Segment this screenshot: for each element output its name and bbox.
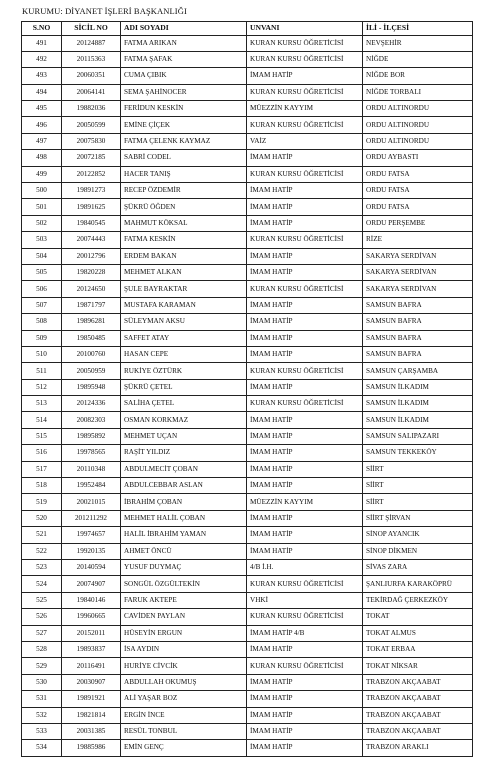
row-sicil-no: 20012796 bbox=[62, 248, 121, 264]
table-row bbox=[22, 248, 473, 264]
row-ili-ilcesi: ORDU FATSA bbox=[363, 183, 473, 199]
table-row bbox=[22, 232, 473, 248]
row-sicil-no: 20021015 bbox=[62, 494, 121, 510]
row-sicil-no: 20152011 bbox=[62, 625, 121, 641]
row-ili-ilcesi: TRABZON AKÇAABAT bbox=[363, 691, 473, 707]
row-sno: 497 bbox=[22, 133, 62, 149]
row-unvani: İMAM HATİP bbox=[247, 248, 363, 264]
row-sno: 515 bbox=[22, 428, 62, 444]
table-row bbox=[22, 396, 473, 412]
row-adi-soyadi: FARUK AKTEPE bbox=[121, 592, 247, 608]
row-sno: 531 bbox=[22, 691, 62, 707]
row-unvani: VHKİ bbox=[247, 592, 363, 608]
row-sicil-no: 19871797 bbox=[62, 297, 121, 313]
column-header-ili-ilcesi: İLİ - İLÇESİ bbox=[363, 22, 473, 36]
row-unvani: İMAM HATİP bbox=[247, 346, 363, 362]
row-unvani: KURAN KURSU ÖĞRETİCİSİ bbox=[247, 35, 363, 51]
row-sno: 524 bbox=[22, 576, 62, 592]
row-sno: 532 bbox=[22, 707, 62, 723]
table-row bbox=[22, 658, 473, 674]
row-adi-soyadi: ŞULE BAYRAKTAR bbox=[121, 281, 247, 297]
row-sicil-no: 19850485 bbox=[62, 330, 121, 346]
row-ili-ilcesi: SİVAS ZARA bbox=[363, 560, 473, 576]
table-row bbox=[22, 264, 473, 280]
row-adi-soyadi: ŞÜKRÜ ÇETEL bbox=[121, 379, 247, 395]
table-row bbox=[22, 150, 473, 166]
row-sno: 508 bbox=[22, 314, 62, 330]
row-adi-soyadi: AHMET ÖNCÜ bbox=[121, 543, 247, 559]
row-sicil-no: 20140594 bbox=[62, 560, 121, 576]
row-unvani: İMAM HATİP bbox=[247, 68, 363, 84]
row-ili-ilcesi: ORDU ALTINORDU bbox=[363, 117, 473, 133]
table-row bbox=[22, 281, 473, 297]
table-row bbox=[22, 641, 473, 657]
row-ili-ilcesi: TOKAT bbox=[363, 609, 473, 625]
column-header-unvani: UNVANI bbox=[247, 22, 363, 36]
table-row bbox=[22, 314, 473, 330]
row-sicil-no: 20124336 bbox=[62, 396, 121, 412]
table-row bbox=[22, 35, 473, 51]
row-sicil-no: 20115363 bbox=[62, 51, 121, 67]
row-unvani: KURAN KURSU ÖĞRETİCİSİ bbox=[247, 609, 363, 625]
row-sicil-no: 19893837 bbox=[62, 641, 121, 657]
row-sno: 494 bbox=[22, 84, 62, 100]
table-row bbox=[22, 723, 473, 739]
row-adi-soyadi: CUMA ÇIBIK bbox=[121, 68, 247, 84]
table-row bbox=[22, 101, 473, 117]
table-row bbox=[22, 346, 473, 362]
row-adi-soyadi: RUKİYE ÖZTÜRK bbox=[121, 363, 247, 379]
table-row bbox=[22, 674, 473, 690]
row-adi-soyadi: ŞÜKRÜ ÖĞDEN bbox=[121, 199, 247, 215]
row-ili-ilcesi: SAMSUN TEKKEKÖY bbox=[363, 445, 473, 461]
row-ili-ilcesi: ŞANLIURFA KARAKÖPRÜ bbox=[363, 576, 473, 592]
table-row bbox=[22, 609, 473, 625]
row-sno: 499 bbox=[22, 166, 62, 182]
row-sno: 517 bbox=[22, 461, 62, 477]
row-unvani: İMAM HATİP bbox=[247, 314, 363, 330]
row-adi-soyadi: SAFFET ATAY bbox=[121, 330, 247, 346]
row-sicil-no: 19895892 bbox=[62, 428, 121, 444]
row-unvani: İMAM HATİP bbox=[247, 412, 363, 428]
row-unvani: İMAM HATİP bbox=[247, 379, 363, 395]
row-adi-soyadi: EMİN GENÇ bbox=[121, 740, 247, 756]
row-adi-soyadi: CAVİDEN PAYLAN bbox=[121, 609, 247, 625]
row-adi-soyadi: SEMA ŞAHİNOCER bbox=[121, 84, 247, 100]
row-ili-ilcesi: SİİRT ŞİRVAN bbox=[363, 510, 473, 526]
row-adi-soyadi: ALİ YAŞAR BOZ bbox=[121, 691, 247, 707]
row-sno: 521 bbox=[22, 527, 62, 543]
table-row bbox=[22, 740, 473, 756]
row-ili-ilcesi: TRABZON AKÇAABAT bbox=[363, 707, 473, 723]
row-sicil-no: 20074443 bbox=[62, 232, 121, 248]
row-adi-soyadi: ERGİN İNCE bbox=[121, 707, 247, 723]
row-sicil-no: 20060351 bbox=[62, 68, 121, 84]
row-unvani: İMAM HATİP bbox=[247, 199, 363, 215]
row-adi-soyadi: İSA AYDIN bbox=[121, 641, 247, 657]
row-unvani: İMAM HATİP bbox=[247, 674, 363, 690]
row-unvani: İMAM HATİP bbox=[247, 330, 363, 346]
row-ili-ilcesi: SAKARYA SERDİVAN bbox=[363, 264, 473, 280]
row-unvani: KURAN KURSU ÖĞRETİCİSİ bbox=[247, 658, 363, 674]
row-adi-soyadi: SÜLEYMAN AKSU bbox=[121, 314, 247, 330]
table-row bbox=[22, 543, 473, 559]
row-ili-ilcesi: TRABZON AKÇAABAT bbox=[363, 723, 473, 739]
row-unvani: İMAM HATİP bbox=[247, 543, 363, 559]
row-sicil-no: 20110348 bbox=[62, 461, 121, 477]
row-sno: 512 bbox=[22, 379, 62, 395]
row-ili-ilcesi: SİNOP AYANCIK bbox=[363, 527, 473, 543]
row-ili-ilcesi: SAMSUN BAFRA bbox=[363, 297, 473, 313]
table-row bbox=[22, 199, 473, 215]
row-sicil-no: 19840545 bbox=[62, 215, 121, 231]
row-unvani: İMAM HATİP bbox=[247, 691, 363, 707]
row-sno: 513 bbox=[22, 396, 62, 412]
row-sno: 525 bbox=[22, 592, 62, 608]
row-sno: 503 bbox=[22, 232, 62, 248]
row-unvani: KURAN KURSU ÖĞRETİCİSİ bbox=[247, 281, 363, 297]
row-unvani: KURAN KURSU ÖĞRETİCİSİ bbox=[247, 51, 363, 67]
row-ili-ilcesi: TOKAT ALMUS bbox=[363, 625, 473, 641]
row-sno: 528 bbox=[22, 641, 62, 657]
row-unvani: İMAM HATİP bbox=[247, 183, 363, 199]
row-sno: 514 bbox=[22, 412, 62, 428]
row-unvani: MÜEZZİN KAYYIM bbox=[247, 494, 363, 510]
table-row bbox=[22, 576, 473, 592]
row-adi-soyadi: MUSTAFA KARAMAN bbox=[121, 297, 247, 313]
table-row bbox=[22, 494, 473, 510]
row-ili-ilcesi: TRABZON ARAKLI bbox=[363, 740, 473, 756]
table-row bbox=[22, 428, 473, 444]
institution-header: KURUMU: DİYANET İŞLERİ BAŞKANLIĞI bbox=[22, 6, 187, 16]
table-row bbox=[22, 84, 473, 100]
row-ili-ilcesi: NİĞDE bbox=[363, 51, 473, 67]
row-ili-ilcesi: NİĞDE BOR bbox=[363, 68, 473, 84]
row-ili-ilcesi: TOKAT NİKSAR bbox=[363, 658, 473, 674]
row-adi-soyadi: OSMAN KORKMAZ bbox=[121, 412, 247, 428]
row-adi-soyadi: HURİYE CİVCİK bbox=[121, 658, 247, 674]
row-sno: 523 bbox=[22, 560, 62, 576]
row-ili-ilcesi: TRABZON AKÇAABAT bbox=[363, 674, 473, 690]
row-unvani: KURAN KURSU ÖĞRETİCİSİ bbox=[247, 117, 363, 133]
table-row bbox=[22, 510, 473, 526]
row-adi-soyadi: SALİHA ÇETEL bbox=[121, 396, 247, 412]
table-row bbox=[22, 166, 473, 182]
table-row bbox=[22, 707, 473, 723]
row-sicil-no: 19896281 bbox=[62, 314, 121, 330]
row-unvani: İMAM HATİP bbox=[247, 527, 363, 543]
row-sno: 522 bbox=[22, 543, 62, 559]
row-sno: 526 bbox=[22, 609, 62, 625]
row-unvani: İMAM HATİP bbox=[247, 297, 363, 313]
table-row bbox=[22, 527, 473, 543]
row-sno: 505 bbox=[22, 264, 62, 280]
row-sno: 496 bbox=[22, 117, 62, 133]
row-sicil-no: 19974657 bbox=[62, 527, 121, 543]
row-ili-ilcesi: SİİRT bbox=[363, 461, 473, 477]
row-sicil-no: 20082303 bbox=[62, 412, 121, 428]
row-sno: 520 bbox=[22, 510, 62, 526]
row-sno: 519 bbox=[22, 494, 62, 510]
row-sno: 509 bbox=[22, 330, 62, 346]
row-unvani: İMAM HATİP 4/B bbox=[247, 625, 363, 641]
row-ili-ilcesi: SİİRT bbox=[363, 494, 473, 510]
table-row bbox=[22, 445, 473, 461]
row-ili-ilcesi: SAMSUN SALIPAZARI bbox=[363, 428, 473, 444]
row-sicil-no: 201211292 bbox=[62, 510, 121, 526]
row-sicil-no: 20100760 bbox=[62, 346, 121, 362]
row-sicil-no: 19891625 bbox=[62, 199, 121, 215]
row-adi-soyadi: YUSUF DUYMAÇ bbox=[121, 560, 247, 576]
table-row bbox=[22, 68, 473, 84]
row-unvani: KURAN KURSU ÖĞRETİCİSİ bbox=[247, 166, 363, 182]
row-adi-soyadi: RAŞİT YILDIZ bbox=[121, 445, 247, 461]
row-unvani: İMAM HATİP bbox=[247, 428, 363, 444]
row-adi-soyadi: ABDULCEBBAR ASLAN bbox=[121, 478, 247, 494]
row-adi-soyadi: RECEP ÖZDEMİR bbox=[121, 183, 247, 199]
row-adi-soyadi: MEHMET UÇAN bbox=[121, 428, 247, 444]
table-row bbox=[22, 363, 473, 379]
row-ili-ilcesi: SAMSUN İLKADIM bbox=[363, 396, 473, 412]
row-sno: 493 bbox=[22, 68, 62, 84]
table-row bbox=[22, 691, 473, 707]
row-ili-ilcesi: ORDU FATSA bbox=[363, 166, 473, 182]
row-sicil-no: 19821814 bbox=[62, 707, 121, 723]
row-ili-ilcesi: RİZE bbox=[363, 232, 473, 248]
row-ili-ilcesi: ORDU FATSA bbox=[363, 199, 473, 215]
row-sno: 527 bbox=[22, 625, 62, 641]
row-sicil-no: 19895948 bbox=[62, 379, 121, 395]
row-ili-ilcesi: ORDU ALTINORDU bbox=[363, 101, 473, 117]
row-sicil-no: 19840146 bbox=[62, 592, 121, 608]
row-sicil-no: 20072185 bbox=[62, 150, 121, 166]
table-row bbox=[22, 379, 473, 395]
row-sno: 534 bbox=[22, 740, 62, 756]
row-ili-ilcesi: NİĞDE TORBALI bbox=[363, 84, 473, 100]
row-adi-soyadi: İBRAHİM ÇOBAN bbox=[121, 494, 247, 510]
row-sno: 492 bbox=[22, 51, 62, 67]
row-sno: 507 bbox=[22, 297, 62, 313]
row-sicil-no: 19978565 bbox=[62, 445, 121, 461]
row-sno: 516 bbox=[22, 445, 62, 461]
row-adi-soyadi: FATMA ARIKAN bbox=[121, 35, 247, 51]
row-sicil-no: 19960665 bbox=[62, 609, 121, 625]
table-row bbox=[22, 592, 473, 608]
row-unvani: İMAM HATİP bbox=[247, 510, 363, 526]
row-ili-ilcesi: SİİRT bbox=[363, 478, 473, 494]
row-ili-ilcesi: SAMSUN BAFRA bbox=[363, 330, 473, 346]
row-sno: 501 bbox=[22, 199, 62, 215]
row-unvani: İMAM HATİP bbox=[247, 150, 363, 166]
row-sno: 510 bbox=[22, 346, 62, 362]
row-ili-ilcesi: SAMSUN ÇARŞAMBA bbox=[363, 363, 473, 379]
row-unvani: İMAM HATİP bbox=[247, 445, 363, 461]
row-sicil-no: 20074907 bbox=[62, 576, 121, 592]
row-sicil-no: 20124650 bbox=[62, 281, 121, 297]
row-sno: 506 bbox=[22, 281, 62, 297]
row-unvani: İMAM HATİP bbox=[247, 707, 363, 723]
row-unvani: KURAN KURSU ÖĞRETİCİSİ bbox=[247, 232, 363, 248]
row-unvani: VAİZ bbox=[247, 133, 363, 149]
row-sno: 529 bbox=[22, 658, 62, 674]
row-adi-soyadi: HALİL İBRAHİM YAMAN bbox=[121, 527, 247, 543]
row-adi-soyadi: HACER TANIŞ bbox=[121, 166, 247, 182]
row-sno: 498 bbox=[22, 150, 62, 166]
row-ili-ilcesi: SAMSUN İLKADIM bbox=[363, 412, 473, 428]
row-sicil-no: 20124887 bbox=[62, 35, 121, 51]
row-ili-ilcesi: TOKAT ERBAA bbox=[363, 641, 473, 657]
row-sicil-no: 20050959 bbox=[62, 363, 121, 379]
row-unvani: KURAN KURSU ÖĞRETİCİSİ bbox=[247, 363, 363, 379]
row-sno: 511 bbox=[22, 363, 62, 379]
row-sno: 518 bbox=[22, 478, 62, 494]
row-unvani: İMAM HATİP bbox=[247, 264, 363, 280]
row-unvani: İMAM HATİP bbox=[247, 215, 363, 231]
row-sicil-no: 19952484 bbox=[62, 478, 121, 494]
table-row bbox=[22, 330, 473, 346]
row-sicil-no: 19920135 bbox=[62, 543, 121, 559]
column-header-sno: S.NO bbox=[22, 22, 62, 36]
row-ili-ilcesi: SİNOP DİKMEN bbox=[363, 543, 473, 559]
row-ili-ilcesi: ORDU ALTINORDU bbox=[363, 133, 473, 149]
row-adi-soyadi: HASAN CEPE bbox=[121, 346, 247, 362]
row-unvani: İMAM HATİP bbox=[247, 478, 363, 494]
personnel-table bbox=[21, 21, 473, 757]
table-row bbox=[22, 412, 473, 428]
table-body bbox=[22, 35, 473, 756]
row-unvani: KURAN KURSU ÖĞRETİCİSİ bbox=[247, 84, 363, 100]
row-adi-soyadi: ERDEM BAKAN bbox=[121, 248, 247, 264]
row-sicil-no: 20030907 bbox=[62, 674, 121, 690]
table-row bbox=[22, 297, 473, 313]
row-adi-soyadi: ABDULMECİT ÇOBAN bbox=[121, 461, 247, 477]
row-ili-ilcesi: SAKARYA SERDİVAN bbox=[363, 248, 473, 264]
row-adi-soyadi: ABDULLAH OKUMUŞ bbox=[121, 674, 247, 690]
row-adi-soyadi: MAHMUT KÖKSAL bbox=[121, 215, 247, 231]
column-header-sicil-no: SİCİL NO bbox=[62, 22, 121, 36]
row-sicil-no: 20031385 bbox=[62, 723, 121, 739]
row-adi-soyadi: MEHMET ALKAN bbox=[121, 264, 247, 280]
row-sicil-no: 19882036 bbox=[62, 101, 121, 117]
table-row bbox=[22, 51, 473, 67]
row-adi-soyadi: MEHMET HALİL ÇOBAN bbox=[121, 510, 247, 526]
row-sicil-no: 19891921 bbox=[62, 691, 121, 707]
row-sno: 502 bbox=[22, 215, 62, 231]
table-row bbox=[22, 215, 473, 231]
row-sicil-no: 20116491 bbox=[62, 658, 121, 674]
row-ili-ilcesi: TEKİRDAĞ ÇERKEZKÖY bbox=[363, 592, 473, 608]
column-header-adi-soyadi: ADI SOYADI bbox=[121, 22, 247, 36]
row-sicil-no: 19820228 bbox=[62, 264, 121, 280]
row-adi-soyadi: FERİDUN KESKİN bbox=[121, 101, 247, 117]
row-ili-ilcesi: SAMSUN BAFRA bbox=[363, 346, 473, 362]
table-row bbox=[22, 625, 473, 641]
row-unvani: İMAM HATİP bbox=[247, 461, 363, 477]
row-unvani: İMAM HATİP bbox=[247, 641, 363, 657]
row-adi-soyadi: FATMA KESKİN bbox=[121, 232, 247, 248]
row-sno: 530 bbox=[22, 674, 62, 690]
row-adi-soyadi: HÜSEYİN ERGUN bbox=[121, 625, 247, 641]
row-sno: 500 bbox=[22, 183, 62, 199]
table-row bbox=[22, 461, 473, 477]
row-sno: 504 bbox=[22, 248, 62, 264]
row-ili-ilcesi: NEVŞEHİR bbox=[363, 35, 473, 51]
row-ili-ilcesi: SAMSUN İLKADIM bbox=[363, 379, 473, 395]
row-adi-soyadi: SONGÜL ÖZGÜLTEKİN bbox=[121, 576, 247, 592]
table-row bbox=[22, 478, 473, 494]
row-adi-soyadi: RESÜL TONBUL bbox=[121, 723, 247, 739]
row-sno: 495 bbox=[22, 101, 62, 117]
row-unvani: KURAN KURSU ÖĞRETİCİSİ bbox=[247, 576, 363, 592]
row-unvani: İMAM HATİP bbox=[247, 740, 363, 756]
row-sno: 491 bbox=[22, 35, 62, 51]
row-adi-soyadi: FATMA ŞAFAK bbox=[121, 51, 247, 67]
row-adi-soyadi: EMİNE ÇİÇEK bbox=[121, 117, 247, 133]
table-header-row bbox=[22, 22, 473, 36]
row-sno: 533 bbox=[22, 723, 62, 739]
row-sicil-no: 20122852 bbox=[62, 166, 121, 182]
row-adi-soyadi: SABRİ CODEL bbox=[121, 150, 247, 166]
row-adi-soyadi: FATMA ÇELENK KAYMAZ bbox=[121, 133, 247, 149]
table-row bbox=[22, 560, 473, 576]
row-sicil-no: 19885986 bbox=[62, 740, 121, 756]
row-unvani: KURAN KURSU ÖĞRETİCİSİ bbox=[247, 396, 363, 412]
table-row bbox=[22, 117, 473, 133]
row-sicil-no: 20064141 bbox=[62, 84, 121, 100]
row-unvani: İMAM HATİP bbox=[247, 723, 363, 739]
row-sicil-no: 19891273 bbox=[62, 183, 121, 199]
row-ili-ilcesi: SAMSUN BAFRA bbox=[363, 314, 473, 330]
row-sicil-no: 20075830 bbox=[62, 133, 121, 149]
row-unvani: 4/B İ.H. bbox=[247, 560, 363, 576]
row-ili-ilcesi: ORDU PERŞEMBE bbox=[363, 215, 473, 231]
table-row bbox=[22, 183, 473, 199]
table-row bbox=[22, 133, 473, 149]
row-sicil-no: 20050599 bbox=[62, 117, 121, 133]
row-ili-ilcesi: SAKARYA SERDİVAN bbox=[363, 281, 473, 297]
row-ili-ilcesi: ORDU AYBASTI bbox=[363, 150, 473, 166]
row-unvani: MÜEZZİN KAYYIM bbox=[247, 101, 363, 117]
